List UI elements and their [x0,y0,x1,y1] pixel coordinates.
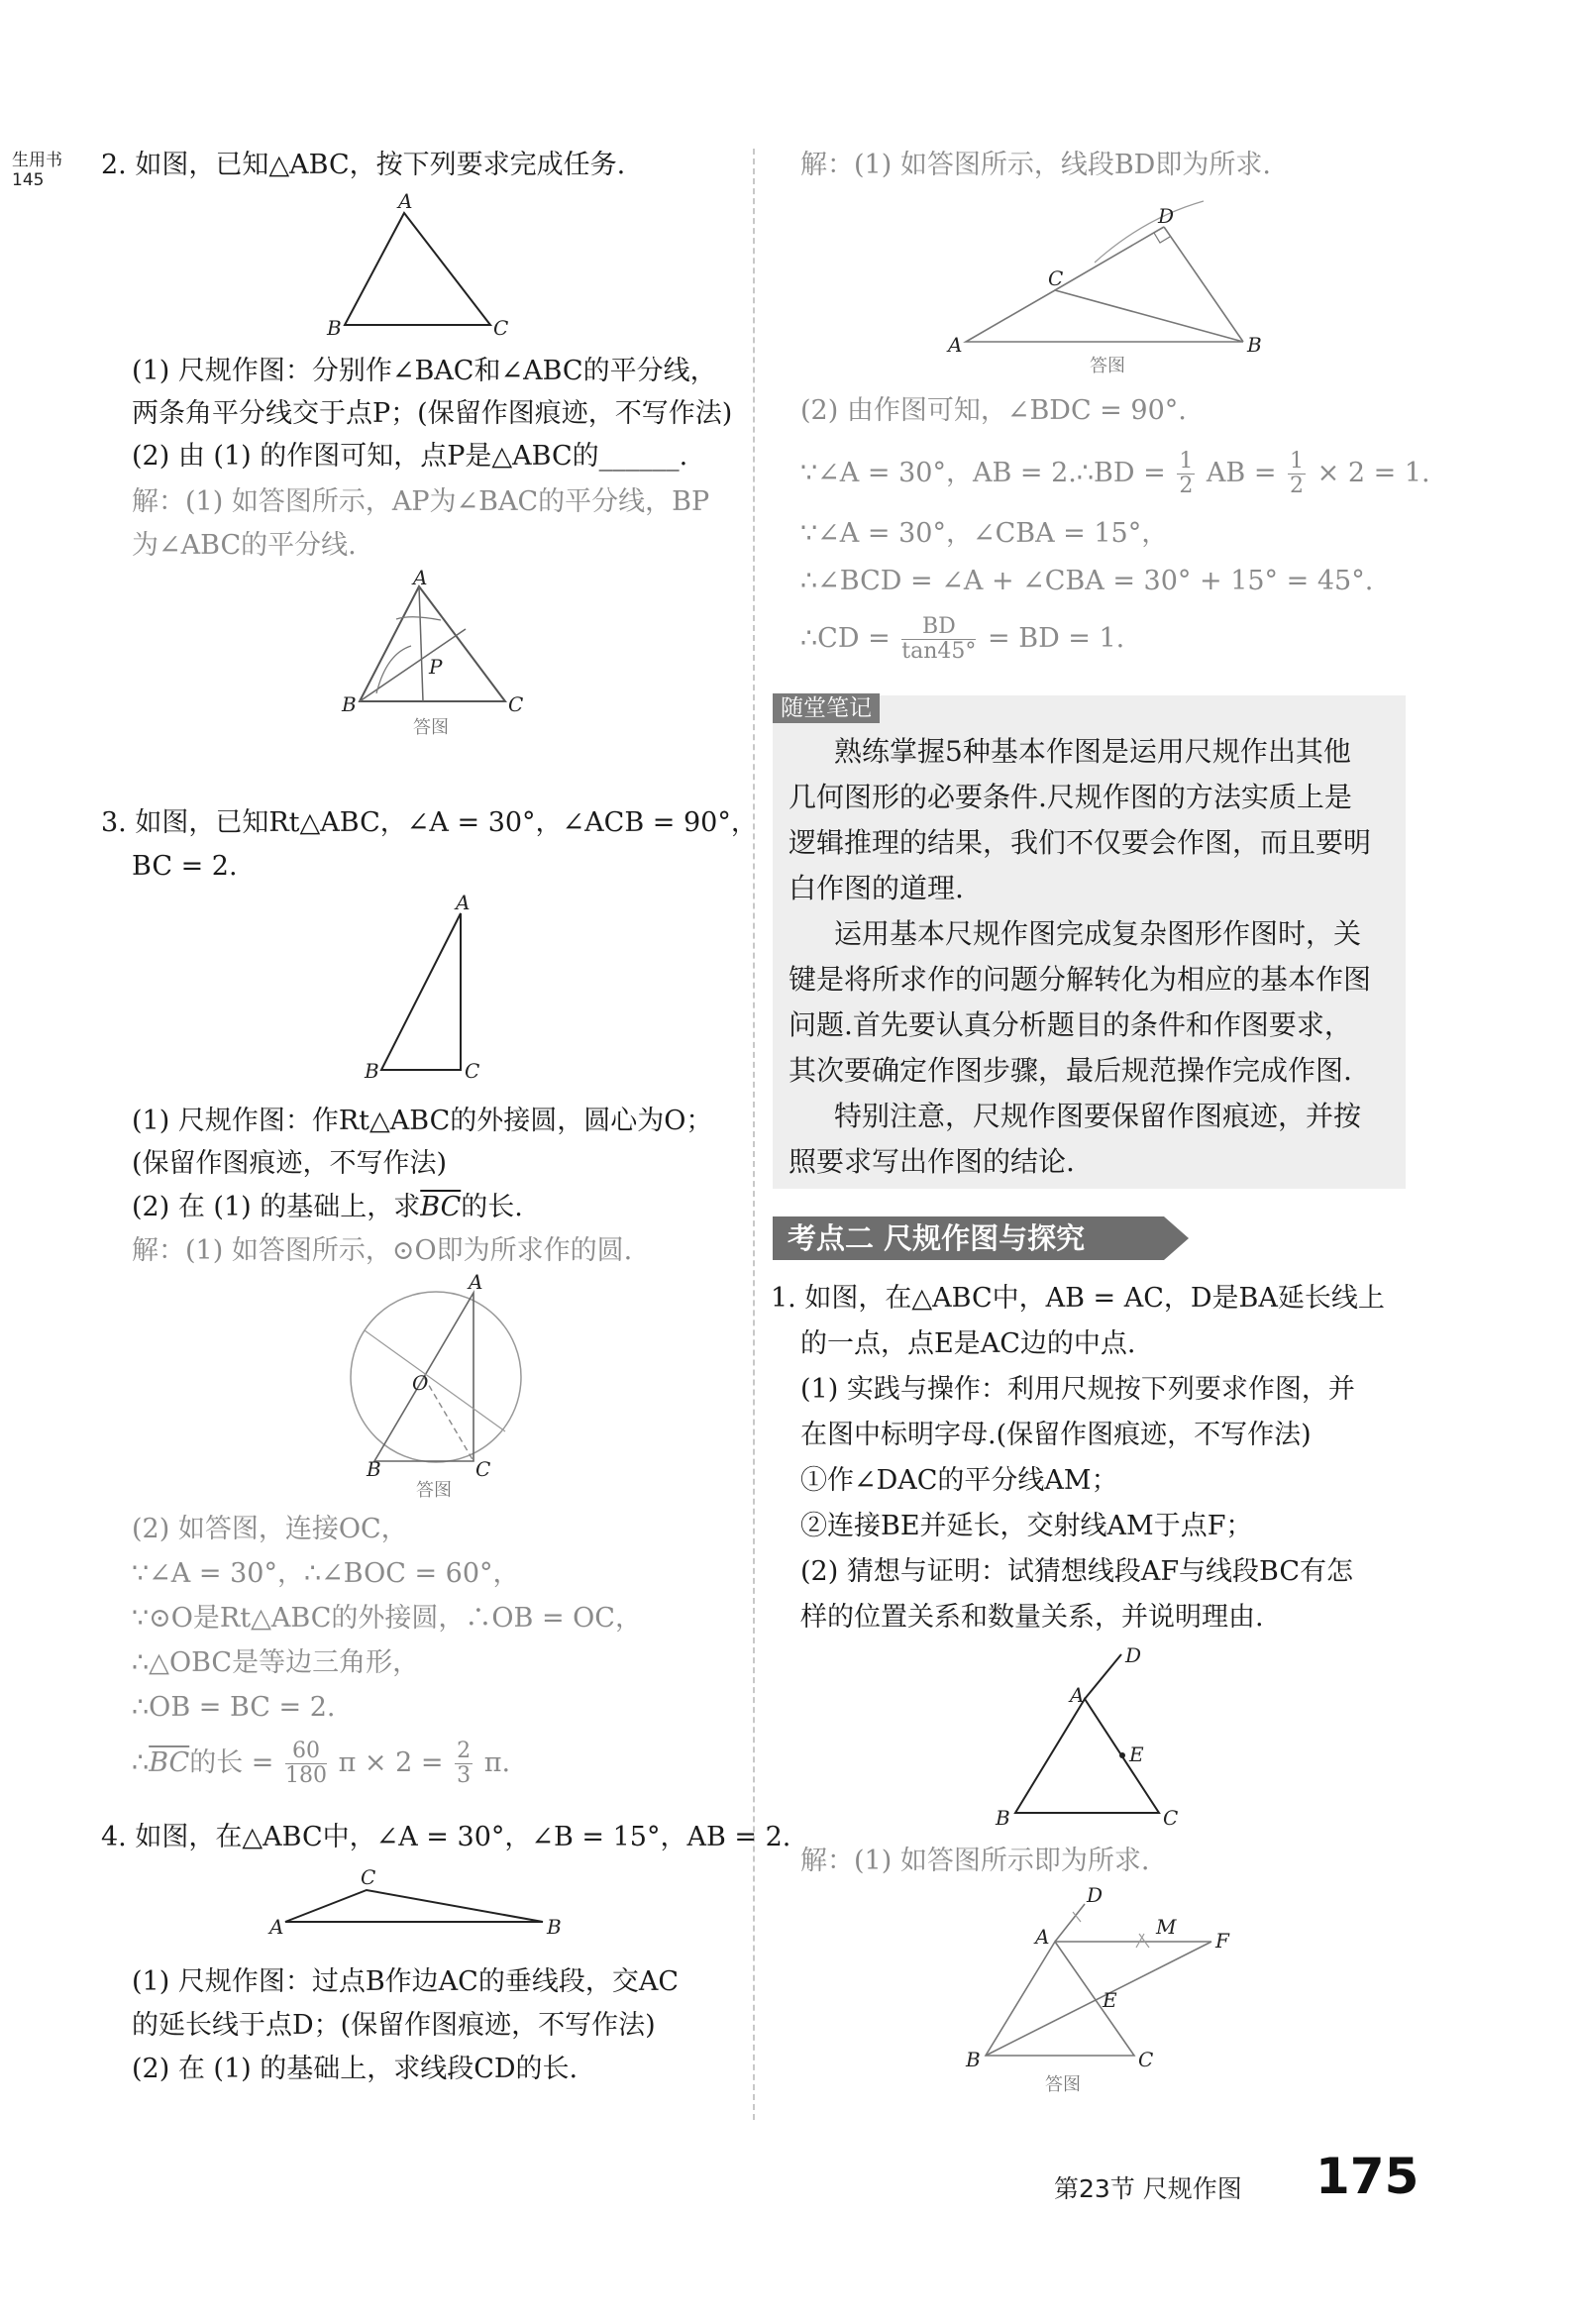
q4-sol6-fraction [901,615,976,664]
q2-part1-a: (1) 尺规作图：分别作∠BAC和∠ABC的平分线， [132,356,717,386]
q1-ans-label-f: F [1215,1929,1229,1953]
q2-part2: (2) 由 (1) 的作图可知，点P是△ABC的______. [132,441,688,472]
notes-line-7: 问题.首先要认真分析题目的条件和作图要求， [789,1008,1352,1041]
notes-line-3: 逻辑推理的结果，我们不仅要会作图，而且要明 [789,826,1372,859]
q4-sol3-post: × 2 = 1. [1316,458,1430,488]
q2-answer-triangle [360,586,505,701]
q4-sol3-f2-num: 1 [1290,449,1305,474]
q1-part1-b: 在图中标明字母.(保留作图痕迹，不写作法) [800,1420,1312,1450]
q3-figure [357,891,485,1083]
q1-label-c: C [1163,1806,1179,1830]
q4-figure [267,1862,575,1942]
q3-sol7-post: π. [483,1747,511,1778]
q3-stem-2: BC = 2. [132,851,238,882]
q2-bisector-a [419,586,423,701]
q3-sol7-pre: ∴ [132,1747,150,1778]
q3-sol7-f1-den: 180 [285,1763,328,1788]
q4-right-angle-mark [1154,233,1170,243]
q4-solution-5: ∴∠BCD = ∠A + ∠CBA = 30° + 15° = 45°. [800,566,1374,596]
q1-part1-c: ①作∠DAC的平分线AM； [800,1465,1118,1496]
q1-point-e [1119,1752,1125,1758]
q3-sol7-mid2: π × 2 = [338,1747,444,1778]
q3-ans-label-b: B [367,1457,381,1481]
q4-part2: (2) 在 (1) 的基础上，求线段CD的长. [132,2054,579,2084]
q3-circumcircle [351,1292,521,1462]
q4-part1-b: 的延长线于点D；(保留作图痕迹，不写作法) [132,2010,656,2041]
q3-sol7-f1-num: 60 [285,1740,327,1764]
q2-ans-label-a: A [413,566,428,589]
side-tab [12,151,62,190]
q3-sol7-f2-num: 2 [457,1739,472,1763]
q3-sol7-mid: 的长 = [189,1747,274,1778]
q3-part1-b: (保留作图痕迹，不写作法) [132,1148,448,1179]
q2-triangle [345,213,490,325]
q4-triangle [285,1890,543,1922]
q3-part1-a: (1) 尺规作图：作Rt△ABC的外接圆，圆心为O； [132,1106,713,1136]
q4-sol6-f-num: BD [901,615,976,640]
q4-construction-arc [1095,201,1204,263]
q2-figure [327,189,509,342]
q2-label-c: C [493,316,509,340]
q4-label-c: C [361,1865,376,1889]
q1-figure [991,1644,1189,1833]
q1-ans-label-b: B [966,2048,981,2071]
q2-ans-label-p: P [429,655,443,679]
q4-sol6-pre: ∴CD = [800,623,891,654]
q4-ans-label-c: C [1048,266,1064,290]
q3-segment-oc [424,1377,473,1461]
q2-ans-label-c: C [508,692,524,716]
footer-section: 第23节 尺规作图 [1054,2174,1242,2203]
q3-answer-caption: 答图 [416,1480,452,1501]
q3-sol7-f2-den: 3 [457,1763,472,1788]
q3-label-a: A [456,891,471,914]
q3-sol7-arc: $\overline{BC}$ [149,1747,190,1778]
q4-sol3-pre: ∵∠A = 30°，AB = 2.∴BD = [800,458,1166,488]
q3-part2-arc: $\overline{BC}$ [420,1192,462,1222]
q3-ans-label-o: O [412,1371,429,1395]
notes-line-5: 运用基本尺规作图完成复杂图形作图时，关 [834,917,1362,950]
q1-ans-label-c: C [1138,2048,1154,2071]
q3-solution-2: (2) 如答图，连接OC， [132,1514,408,1544]
q3-solution-7 [132,1736,510,1791]
q4-ans-label-b: B [1247,333,1262,357]
q4-answer-caption: 答图 [1090,356,1125,376]
q2-label-b: B [327,316,342,340]
q3-triangle [381,913,461,1070]
q1-ans-label-d: D [1087,1883,1104,1907]
q1-label-a: A [1070,1683,1085,1707]
notes-line-9: 特别注意，尺规作图要保留作图痕迹，并按 [834,1100,1362,1132]
q3-label-b: B [365,1059,379,1083]
q1-label-b: B [996,1806,1010,1830]
q1-ans-label-m: M [1156,1915,1177,1939]
notes-line-2: 几何图形的必要条件.尺规作图的方法实质上是 [789,781,1352,813]
side-tab-number: 145 [12,170,45,190]
q3-sol7-fraction-2 [455,1740,473,1788]
q4-sol6-f-den: tan45° [901,639,977,664]
q4-solution-2: (2) 由作图可知，∠BDC = 90°. [800,395,1187,426]
q1-solution-1: 解：(1) 如答图所示即为所求. [800,1846,1150,1876]
notes-line-4: 白作图的道理. [789,872,964,904]
q4-stem: 4. 如图，在△ABC中，∠A = 30°，∠B = 15°，AB = 2. [101,1822,791,1852]
q3-ans-label-a: A [469,1270,483,1294]
notes-line-6: 键是将所求作的问题分解转化为相应的基本作图 [789,963,1372,996]
q3-solution-4: ∵⊙O是Rt△ABC的外接圆，∴OB = OC， [132,1603,642,1634]
q1-answer-caption: 答图 [1045,2074,1081,2095]
q1-ba-extension [1085,1654,1121,1699]
q3-label-c: C [465,1059,480,1083]
q2-solution-2: 为∠ABC的平分线. [132,530,357,561]
q2-ans-label-b: B [342,692,357,716]
q2-answer-figure [342,566,540,743]
side-tab-label: 生用书 [12,151,62,170]
q3-solution-3: ∵∠A = 30°，∴∠BOC = 60°， [132,1558,520,1589]
q4-part1-a: (1) 尺规作图：过点B作边AC的垂线段，交AC [132,1966,679,1997]
q1-label-e: E [1129,1743,1144,1766]
q4-solution-6 [800,611,1124,667]
notes-line-1: 熟练掌握5种基本作图是运用尺规作出其他 [834,735,1351,768]
q1-label-d: D [1125,1643,1142,1667]
q4-sol3-fraction-2 [1288,450,1306,498]
q3-solution-5: ∴△OBC是等边三角形， [132,1647,420,1678]
q4-label-a: A [269,1915,284,1939]
q4-segment-bd [1164,227,1243,342]
q3-ans-label-c: C [475,1457,491,1481]
q3-part2-pre: (2) 在 (1) 的基础上，求 [132,1192,421,1222]
q1-answer-ba-extension [1055,1904,1085,1942]
q4-ans-label-a: A [948,333,963,357]
q4-solution-1: 解：(1) 如答图所示，线段BD即为所求. [800,150,1271,180]
q4-sol3-mid: AB = [1206,458,1277,488]
q1-part2-b: 样的位置关系和数量关系，并说明理由. [800,1602,1264,1633]
notes-line-10: 照要求写出作图的结论. [789,1145,1075,1178]
q1-answer-figure [966,1882,1243,2100]
q3-part2-post: 的长. [461,1192,523,1222]
page-number: 175 [1315,2148,1420,2205]
q3-sol7-fraction-1 [285,1740,327,1788]
q3-solution-1: 解：(1) 如答图所示，⊙O即为所求作的圆. [132,1235,633,1266]
q1-ans-label-a: A [1035,1925,1050,1949]
q4-label-b: B [547,1915,562,1939]
q2-label-a: A [398,189,413,213]
q2-answer-caption: 答图 [413,717,449,738]
q4-solution-4: ∵∠A = 30°，∠CBA = 15°， [800,518,1169,549]
q1-part1-a: (1) 实践与操作：利用尺规按下列要求作图，并 [800,1374,1355,1405]
q2-bisector-b [360,629,466,701]
q4-ac-extension [1055,227,1164,290]
q4-sol3-f1-den: 2 [1179,474,1194,498]
section-title: 考点二 尺规作图与探究 [788,1221,1086,1255]
q1-stem-1: 1. 如图，在△ABC中，AB = AC，D是BA延长线上 [771,1283,1385,1314]
q2-part1-b: 两条角平分线交于点P；(保留作图痕迹，不写作法) [132,398,733,429]
q4-sol6-post: = BD = 1. [988,623,1125,654]
q4-sol3-f1-num: 1 [1179,449,1194,474]
notes-line-8: 其次要确定作图步骤，最后规范操作完成作图. [789,1054,1352,1087]
q3-answer-figure [337,1270,535,1511]
q4-answer-figure [946,193,1263,381]
q4-sol3-f2-den: 2 [1290,474,1305,498]
q3-stem-1: 3. 如图，已知Rt△ABC，∠A = 30°，∠ACB = 90°， [101,807,758,838]
q1-stem-2: 的一点，点E是AC边的中点. [800,1328,1136,1359]
q2-solution-1: 解：(1) 如答图所示，AP为∠BAC的平分线，BP [132,486,710,517]
q1-part2-a: (2) 猜想与证明：试猜想线段AF与线段BC有怎 [800,1556,1354,1587]
q4-sol3-fraction-1 [1177,450,1195,498]
q3-perp-bisector [365,1330,505,1431]
q4-answer-triangle [966,290,1243,342]
q3-solution-6: ∴OB = BC = 2. [132,1692,336,1723]
q1-part1-d: ②连接BE并延长，交射线AM于点F； [800,1511,1253,1541]
q4-solution-3 [800,446,1430,501]
q2-stem: 2. 如图，已知△ABC，按下列要求完成任务. [101,150,626,180]
q3-part2 [132,1189,523,1226]
q1-ans-label-e: E [1103,1988,1117,2012]
notes-tag: 随堂笔记 [773,693,880,723]
q4-ans-label-d: D [1158,204,1175,228]
